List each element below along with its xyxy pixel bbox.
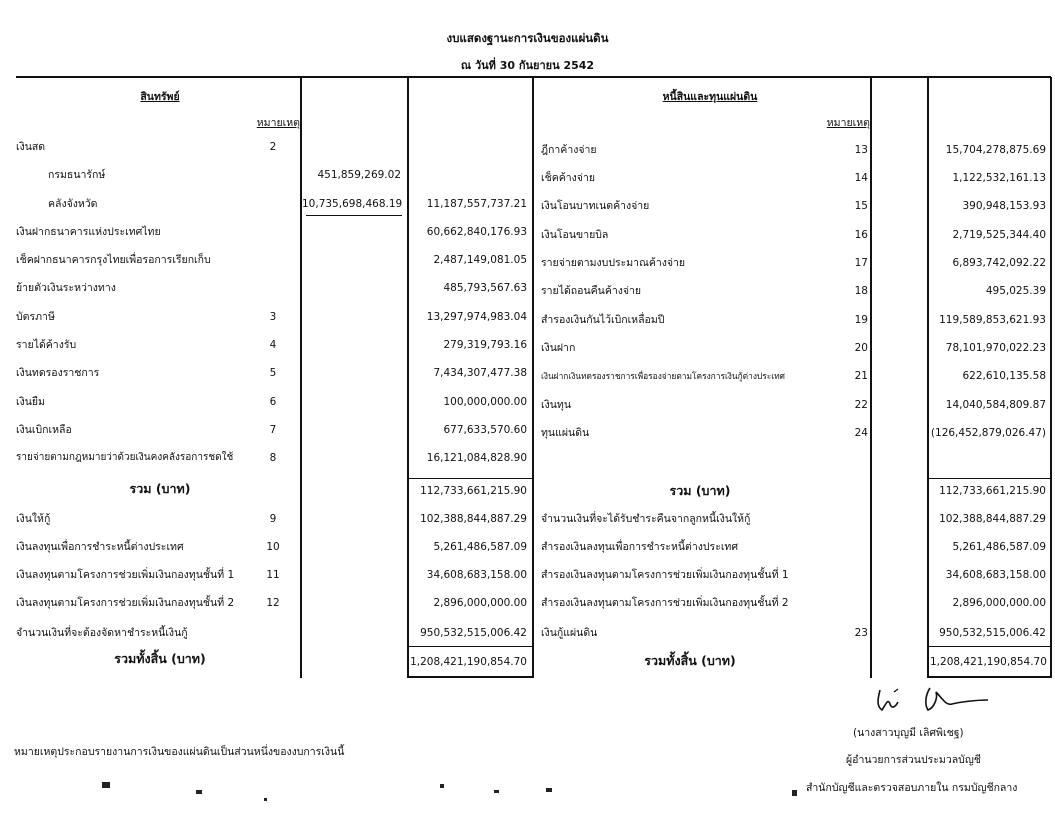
row-note: 2 bbox=[269, 141, 277, 153]
row-note: 24 bbox=[854, 427, 868, 439]
row-amount: 6,893,742,092.22 bbox=[952, 257, 1046, 269]
row-label: ฎีกาค้างจ่าย bbox=[541, 144, 597, 156]
row-amount: 5,261,486,587.09 bbox=[433, 541, 527, 553]
signer-office: สำนักบัญชีและตรวจสอบภายใน กรมบัญชีกลาง bbox=[806, 782, 1018, 794]
grand-total-rule bbox=[927, 646, 1051, 647]
row-amount: 119,589,853,621.93 bbox=[939, 314, 1046, 326]
row-note: 9 bbox=[269, 513, 277, 525]
row-amount: 950,532,515,006.42 bbox=[420, 627, 527, 639]
table-bottom-border bbox=[927, 676, 1052, 678]
row-label: คลังจังหวัด bbox=[48, 198, 98, 210]
liabilities-grand-total-label: รวมทั้งสิ้น (บาท) bbox=[644, 653, 736, 668]
row-label: จำนวนเงินที่จะต้องจัดหาชำระหนี้เงินกู้ bbox=[16, 627, 188, 639]
row-note: 20 bbox=[854, 342, 868, 354]
row-label: รายจ่ายตามกฎหมายว่าด้วยเงินคงคลังรอการชดใช้ bbox=[16, 452, 234, 463]
subtotal-rule bbox=[306, 215, 402, 216]
row-amount: 622,610,135.58 bbox=[962, 370, 1046, 382]
scan-speck bbox=[546, 788, 552, 792]
assets-header: สินทรัพย์ bbox=[140, 91, 180, 103]
row-label: สำรองเงินลงทุนตามโครงการช่วยเพิ่มเงินกองทุนชั้นที่ 1 bbox=[541, 569, 789, 581]
col-divider bbox=[927, 77, 929, 678]
row-label: เงินฝาก bbox=[541, 342, 576, 354]
signature-mark bbox=[850, 684, 990, 720]
liabilities-total-amount: 112,733,661,215.90 bbox=[939, 485, 1046, 497]
col-divider bbox=[407, 77, 409, 678]
col-divider bbox=[870, 77, 872, 678]
scan-speck bbox=[440, 784, 444, 788]
row-note: 10 bbox=[266, 541, 280, 553]
row-amount: 102,388,844,887.29 bbox=[939, 513, 1046, 525]
row-label: เงินโอนขายบิล bbox=[541, 229, 609, 241]
row-note: 7 bbox=[269, 424, 277, 436]
row-label: เงินลงทุนตามโครงการช่วยเพิ่มเงินกองทุนชั้นที่ 1 bbox=[16, 569, 235, 581]
row-amount: 2,487,149,081.05 bbox=[433, 254, 527, 266]
row-amount: 60,662,840,176.93 bbox=[426, 226, 527, 238]
row-amount: 16,121,084,828.90 bbox=[426, 452, 527, 464]
row-amount: 34,608,683,158.00 bbox=[426, 569, 527, 581]
row-label: รายจ่ายตามงบประมาณค้างจ่าย bbox=[541, 257, 686, 269]
liabilities-grand-total-amount: 1,208,421,190,854.70 bbox=[930, 656, 1047, 668]
assets-grand-total-amount: 1,208,421,190,854.70 bbox=[410, 656, 527, 668]
page-subtitle: ณ วันที่ 30 กันยายน 2542 bbox=[460, 59, 595, 72]
row-label: เงินทดรองราชการ bbox=[16, 367, 100, 379]
row-note: 13 bbox=[854, 144, 868, 156]
col-divider bbox=[532, 77, 534, 678]
row-note: 6 bbox=[269, 396, 277, 408]
col-divider bbox=[1050, 77, 1052, 678]
row-amount: 677,633,570.60 bbox=[443, 424, 527, 436]
row-label: สำรองเงินลงทุนตามโครงการช่วยเพิ่มเงินกองทุนชั้นที่ 2 bbox=[541, 597, 789, 609]
row-note: 4 bbox=[269, 339, 277, 351]
table-bottom-border bbox=[407, 676, 534, 678]
row-label: เงินทุน bbox=[541, 399, 571, 411]
row-amount: 1,122,532,161.13 bbox=[952, 172, 1046, 184]
scan-speck bbox=[102, 782, 110, 788]
row-amount: (126,452,879,026.47) bbox=[930, 427, 1046, 439]
total-rule bbox=[407, 478, 533, 479]
row-label: เงินให้กู้ bbox=[16, 513, 51, 525]
row-note: 19 bbox=[854, 314, 868, 326]
grand-total-rule bbox=[407, 646, 533, 647]
signer-name: (นางสาวบุญมี เลิศพิเชฐ) bbox=[853, 727, 964, 739]
scan-speck bbox=[196, 790, 202, 794]
row-label: เงินโอนบาทเนตค้างจ่าย bbox=[541, 200, 650, 212]
row-label: เงินกู้แผ่นดิน bbox=[541, 627, 598, 639]
row-note: 21 bbox=[854, 370, 868, 382]
scan-speck bbox=[494, 790, 499, 793]
row-label: ทุนแผ่นดิน bbox=[541, 427, 590, 439]
row-sub-amount: 10,735,698,468.19 bbox=[302, 198, 403, 210]
row-amount: 14,040,584,809.87 bbox=[945, 399, 1046, 411]
row-amount: 279,319,793.16 bbox=[443, 339, 527, 351]
row-note: 23 bbox=[854, 627, 868, 639]
row-amount: 950,532,515,006.42 bbox=[939, 627, 1046, 639]
signer-title: ผู้อำนวยการส่วนประมวลบัญชี bbox=[846, 754, 981, 766]
row-label: จำนวนเงินที่จะได้รับชำระคืนจากลูกหนี้เงินให้กู้ bbox=[541, 513, 751, 525]
row-label: เงินฝากธนาคารแห่งประเทศไทย bbox=[16, 226, 161, 238]
row-amount: 15,704,278,875.69 bbox=[945, 144, 1046, 156]
row-label: เช็คฝากธนาคารกรุงไทยเพื่อรอการเรียกเก็บ bbox=[16, 254, 211, 266]
row-label: สำรองเงินกันไว้เบิกเหลื่อมปี bbox=[541, 314, 665, 326]
liabilities-total-label: รวม (บาท) bbox=[669, 483, 731, 498]
scan-speck bbox=[264, 798, 267, 801]
row-label: รายได้ค้างรับ bbox=[16, 339, 77, 351]
row-amount: 100,000,000.00 bbox=[443, 396, 527, 408]
assets-grand-total-label: รวมทั้งสิ้น (บาท) bbox=[114, 651, 206, 666]
row-amount: 390,948,153.93 bbox=[962, 200, 1046, 212]
row-amount: 11,187,557,737.21 bbox=[426, 198, 527, 210]
row-note: 22 bbox=[854, 399, 868, 411]
row-note: 12 bbox=[266, 597, 280, 609]
liabilities-note-header: หมายเหตุ bbox=[826, 117, 870, 129]
row-label: เงินลงทุนเพื่อการชำระหนี้ต่างประเทศ bbox=[16, 541, 184, 553]
row-amount: 7,434,307,477.38 bbox=[433, 367, 527, 379]
row-label: ย้ายตัวเงินระหว่างทาง bbox=[16, 282, 116, 294]
row-label: เงินสด bbox=[16, 141, 46, 153]
row-label: เงินเบิกเหลือ bbox=[16, 424, 72, 436]
row-amount: 2,719,525,344.40 bbox=[952, 229, 1046, 241]
footer-note: หมายเหตุประกอบรายงานการเงินของแผ่นดินเป็นส่วนหนึ่งของงบการเงินนี้ bbox=[14, 746, 345, 758]
row-label: รายได้ถอนคืนค้างจ่าย bbox=[541, 285, 642, 297]
row-label: เงินฝากเงินทดรองราชการเพื่อรองจ่ายตามโครงการเงินกู้ต่างประเทศ bbox=[541, 371, 785, 381]
row-note: 17 bbox=[854, 257, 868, 269]
row-amount: 78,101,970,022.23 bbox=[945, 342, 1046, 354]
row-note: 16 bbox=[854, 229, 868, 241]
row-note: 15 bbox=[854, 200, 868, 212]
row-note: 14 bbox=[854, 172, 868, 184]
row-label: เงินลงทุนตามโครงการช่วยเพิ่มเงินกองทุนชั้นที่ 2 bbox=[16, 597, 235, 609]
row-label: สำรองเงินลงทุนเพื่อการชำระหนี้ต่างประเทศ bbox=[541, 541, 739, 553]
row-label: เงินยืม bbox=[16, 396, 45, 408]
row-amount: 34,608,683,158.00 bbox=[945, 569, 1046, 581]
assets-total-amount: 112,733,661,215.90 bbox=[420, 485, 527, 497]
assets-note-header: หมายเหตุ bbox=[256, 117, 300, 129]
row-label: กรมธนารักษ์ bbox=[48, 169, 106, 181]
row-note: 11 bbox=[266, 569, 280, 581]
liabilities-header: หนี้สินและทุนแผ่นดิน bbox=[662, 91, 758, 103]
row-note: 8 bbox=[269, 452, 277, 464]
row-note: 3 bbox=[269, 311, 277, 323]
assets-total-label: รวม (บาท) bbox=[129, 481, 191, 496]
row-amount: 495,025.39 bbox=[985, 285, 1046, 297]
row-amount: 102,388,844,887.29 bbox=[420, 513, 527, 525]
row-note: 18 bbox=[854, 285, 868, 297]
page-title: งบแสดงฐานะการเงินของแผ่นดิน bbox=[446, 31, 609, 45]
row-amount: 2,896,000,000.00 bbox=[952, 597, 1046, 609]
row-amount: 485,793,567.63 bbox=[443, 282, 527, 294]
total-rule bbox=[927, 478, 1051, 479]
row-amount: 5,261,486,587.09 bbox=[952, 541, 1046, 553]
row-note: 5 bbox=[269, 367, 277, 379]
row-sub-amount: 451,859,269.02 bbox=[317, 169, 401, 181]
row-label: บัตรภาษี bbox=[16, 311, 55, 323]
scan-speck bbox=[792, 790, 797, 796]
row-amount: 2,896,000,000.00 bbox=[433, 597, 527, 609]
row-amount: 13,297,974,983.04 bbox=[426, 311, 527, 323]
row-label: เช็คค้างจ่าย bbox=[541, 172, 595, 184]
